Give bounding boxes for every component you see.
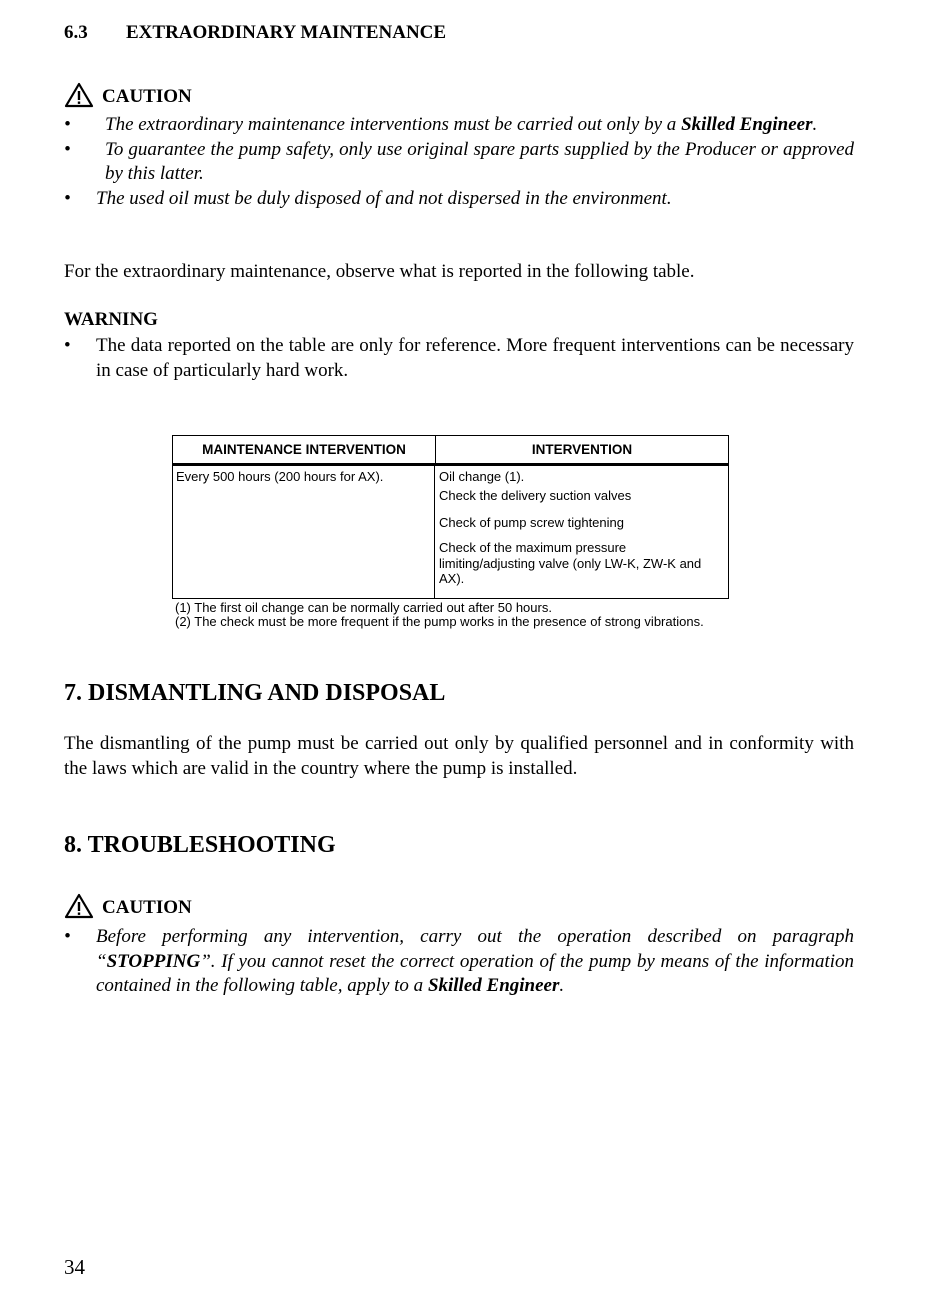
section-title: EXTRAORDINARY MAINTENANCE [126, 22, 447, 43]
section-number: 6.3 [64, 22, 88, 43]
table-row [172, 464, 729, 599]
intervention-item: Check of pump screw tightening [439, 515, 624, 530]
warning-list [64, 334, 854, 383]
caution-heading-1 [64, 82, 192, 108]
dismantling-paragraph: The dismantling of the pump must be carried out only by qualified personnel and in conformity with the laws which are valid in the country where the pump is installed. [64, 733, 854, 779]
list-item: • The used oil must be duly disposed of and not dispersed in the environment. [64, 187, 854, 212]
caution-list-2 [64, 925, 854, 999]
intro-paragraph: For the extraordinary maintenance, observe what is reported in the following table. [64, 261, 695, 282]
table-header-cell: INTERVENTION [531, 442, 633, 457]
list-item: • To guarantee the pump safety, only use original spare parts supplied by the Producer or approved by this latter. [64, 138, 854, 184]
warning-label: WARNING [64, 309, 158, 330]
table-notes [172, 601, 729, 629]
section-heading-6-3 [64, 22, 446, 44]
list-item: • Before performing any intervention, carry out the operation described on paragraph “STOPPING”. If you cannot reset the correct operation of the pump by means of the information contained in the following table, apply to a Skilled Engineer. [64, 926, 854, 996]
table-note: (1) The first oil change can be normally carried out after 50 hours. [175, 600, 552, 615]
caution-heading-2 [64, 893, 192, 919]
intervention-item: Check the delivery suction valves [439, 488, 632, 503]
warning-triangle-icon [64, 893, 94, 919]
table-cell-interventions [435, 466, 728, 598]
table-header-cell: MAINTENANCE INTERVENTION [173, 436, 436, 463]
caution-list-1 [64, 113, 854, 211]
skilled-engineer-emphasis: Skilled Engineer [427, 975, 560, 996]
bullet: • [64, 926, 71, 947]
table-note: (2) The check must be more frequent if the pump works in the presence of strong vibrations. [175, 614, 704, 629]
list-item: • The extraordinary maintenance interventions must be carried out only by a Skilled Engineer. [64, 113, 854, 138]
bullet: • [64, 114, 71, 135]
bullet: • [64, 187, 71, 209]
section-heading-7: 7. DISMANTLING AND DISPOSAL [64, 680, 446, 706]
skilled-engineer-emphasis: Skilled Engineer [681, 114, 813, 135]
caution-label: CAUTION [102, 86, 192, 107]
list-item: • The data reported on the table are only for reference. More frequent interventions can be necessary in case of particularly hard work. [64, 335, 854, 381]
intervention-item: Check of the maximum pressure limiting/adjusting valve (only LW-K, ZW-K and AX). [439, 540, 702, 586]
intervention-item: Oil change (1). [439, 469, 525, 484]
section-heading-8: 8. TROUBLESHOOTING [64, 832, 336, 858]
bullet: • [64, 138, 71, 160]
stopping-emphasis: STOPPING [106, 950, 201, 972]
caution-label: CAUTION [102, 897, 192, 918]
page-number: 34 [64, 1255, 85, 1279]
table-cell-frequency: Every 500 hours (200 hours for AX). [173, 466, 435, 598]
maintenance-table [172, 435, 729, 629]
warning-triangle-icon [64, 82, 94, 108]
table-header-row [172, 435, 729, 464]
bullet: • [64, 335, 71, 356]
